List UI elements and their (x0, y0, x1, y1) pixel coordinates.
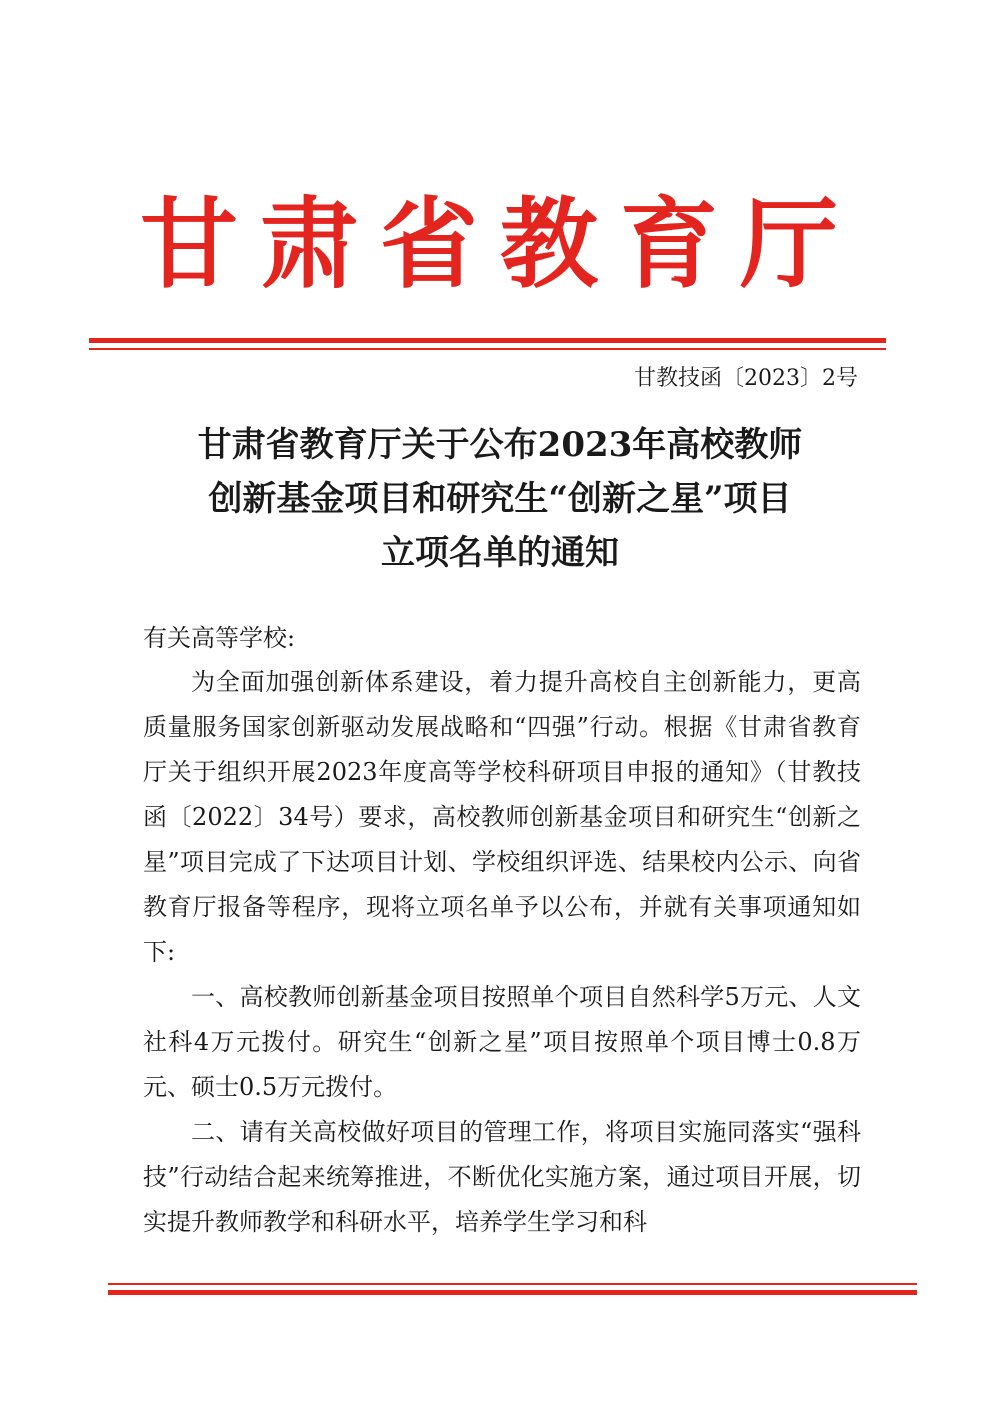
paragraph-item-1: 一、高校教师创新基金项目按照单个项目自然科学5万元、人文社科4万元拨付。研究生“创新之星”项目按照单个项目博士0.8万元、硕士0.5万元拨付。 (143, 983, 861, 1101)
paragraph-intro: 为全面加强创新体系建设，着力提升高校自主创新能力，更高质量服务国家创新驱动发展战略和“四强”行动。根据《甘肃省教育厅关于组织开展2023年度高等学校科研项目申报的通知》（甘教技函〔2022〕34号）要求，高校教师创新基金项目和研究生“创新之星”项目完成了下达项目计划、学校组织评选、结果校内公示、向省教育厅报备等程序，现将立项名单予以公布，并就有关事项通知如下: (143, 668, 861, 966)
title-line-2: 创新基金项目和研究生“创新之星”项目 (208, 479, 792, 519)
paragraph-item-2: 二、请有关高校做好项目的管理工作，将项目实施同落实“强科技”行动结合起来统筹推进，不断优化实施方案，通过项目开展，切实提升教师教学和科研水平，培养学生学习和科 (143, 1118, 861, 1236)
agency-masthead: 甘肃省教育厅 (139, 188, 860, 302)
footer-rule-thin (108, 1283, 917, 1285)
footer-rule-thick (108, 1290, 917, 1295)
title-line-3: 立项名单的通知 (381, 533, 619, 573)
document-number: 甘教技函〔2023〕2号 (634, 366, 858, 391)
header-rule-thin (89, 348, 886, 350)
header-rule-thick (89, 338, 886, 343)
salutation: 有关高等学校: (143, 624, 296, 652)
title-line-1: 甘肃省教育厅关于公布2023年高校教师 (197, 425, 803, 465)
body-text (143, 660, 861, 1245)
document-title (0, 418, 1000, 580)
